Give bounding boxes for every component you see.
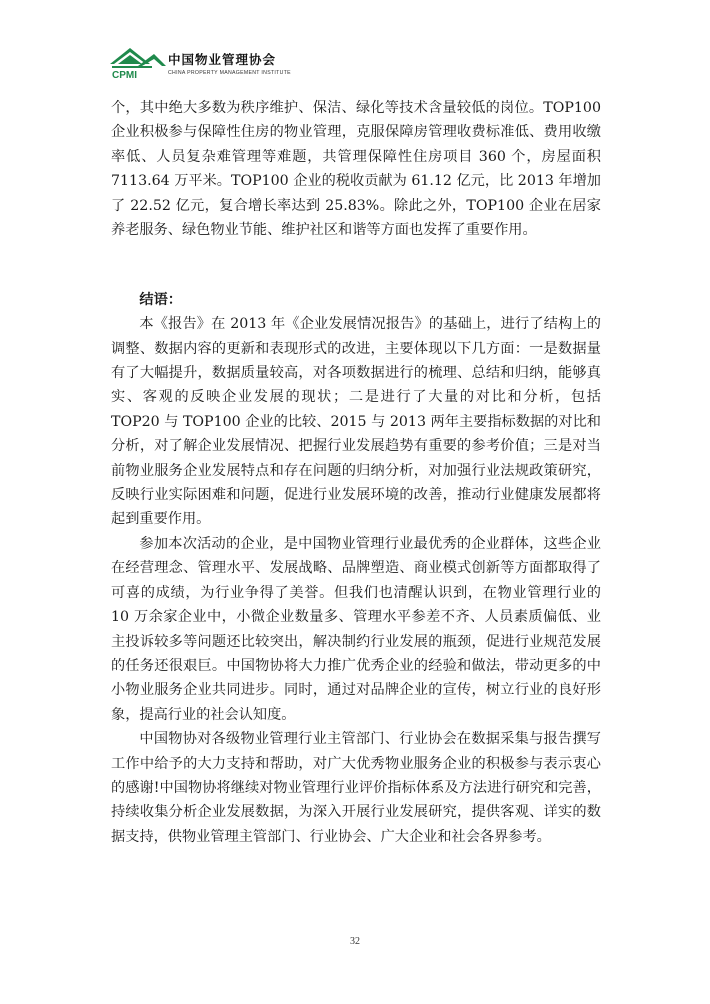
- paragraph: 中国物协对各级物业管理行业主管部门、行业协会在数据采集与报告撰写工作中给予的大力支持和帮助，对广大优秀物业服务企业的积极参与表示衷心的感谢!中国物协将继续对物业管理行业评价指标体系及方法进行研究和完善，持续收集分析企业发展数据，为深入开展行业发展研究，提供客观、详实的数据支持，供物业管理主管部门、行业协会、广大企业和社会各界参考。: [111, 731, 601, 845]
- paragraph: 参加本次活动的企业，是中国物业管理行业最优秀的企业群体，这些企业在经营理念、管理水平、发展战略、品牌塑造、商业模式创新等方面都取得了可喜的成绩，为行业争得了美誉。但我们也清醒认识到，在物业管理行业的 10 万余家企业中，小微企业数量多、管理水平参差不齐、人员素质偏低、业主投诉较多等问题还比较突出，解决制约行业发展的瓶颈，促进行业规范发展的任务还很艰巨。中国物协将大力推广优秀企业的经验和做法，带动更多的中小物业服务企业共同进步。同时，通过对品牌企业的宣传，树立行业的良好形象，提高行业的社会认知度。: [111, 535, 601, 723]
- page-header: [108, 44, 348, 84]
- logo-text: CPMI: [112, 70, 137, 81]
- page-number: 32: [350, 936, 360, 947]
- body-text: [111, 96, 601, 849]
- paragraph-continued: 个，其中绝大多数为秩序维护、保洁、绿化等技术含量较低的岗位。TOP100 企业积极参与保障性住房的物业管理，克服保障房管理收费标准低、费用收缴率低、人员复杂难管理等难题，共管理保障性住房项目 360 个，房屋面积 7113.64 万平米。TOP100 企业的税收贡献为 61.12 亿元，比 2013 年增加了 22.52 亿元，复合增长率达到 25.83%。除此之外，TOP100 企业在居家养老服务、绿色物业节能、维护社区和谐等方面也发挥了重要作用。: [111, 100, 601, 239]
- org-name-en: CHINA PROPERTY MANAGEMENT INSTITUTE: [168, 70, 291, 76]
- cpmi-logo-icon: [108, 44, 166, 84]
- section-heading: 结语：: [139, 291, 182, 308]
- paragraph: 本《报告》在 2013 年《企业发展情况报告》的基础上，进行了结构上的调整、数据内容的更新和表现形式的改进，主要体现以下几方面：一是数据量有了大幅提升，数据质量较高，对各项数据进行的梳理、总结和归纳，能够真实、客观的反映企业发展的现状；二是进行了大量的对比和分析，包括 TOP20 与 TOP100 企业的比较、2015 与 2013 两年主要指标数据的对比和分析，对了解企业发展情况、把握行业发展趋势有重要的参考价值；三是对当前物业服务企业发展特点和存在问题的归纳分析，对加强行业法规政策研究，反映行业实际困难和问题，促进行业发展环境的改善，推动行业健康发展都将起到重要作用。: [111, 316, 601, 528]
- org-name-cn: 中国物业管理协会: [168, 52, 277, 67]
